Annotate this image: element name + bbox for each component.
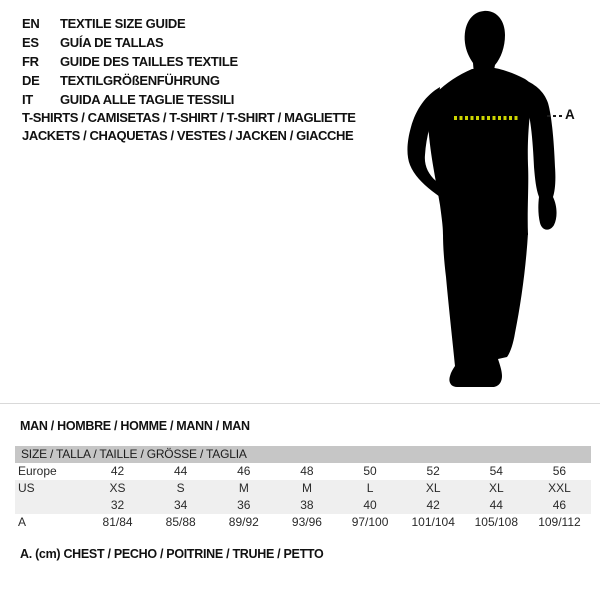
language-code: IT: [22, 92, 33, 107]
row-label: A: [18, 515, 27, 529]
table-cell: S: [176, 481, 185, 495]
man-silhouette-svg: [398, 5, 570, 397]
language-row-fr: [22, 52, 238, 71]
table-cell: L: [366, 481, 374, 495]
table-cell: 48: [300, 464, 314, 478]
divider-line: [0, 403, 600, 404]
table-cell: 101/104: [411, 515, 455, 529]
language-label: TEXTILE SIZE GUIDE: [60, 16, 186, 31]
size-table-header: SIZE / TALLA / TAILLE / GRÖSSE / TAGLIA: [15, 446, 591, 463]
table-cell: XL: [425, 481, 441, 495]
language-row-de: [22, 71, 238, 90]
table-cell: 36: [237, 498, 251, 512]
table-row-europe: [15, 463, 591, 480]
table-cell: M: [238, 481, 249, 495]
category-line-tshirts: T-SHIRTS / CAMISETAS / T-SHIRT / T-SHIRT / MAGLIETTE: [22, 110, 356, 125]
language-title-list: [22, 14, 238, 109]
table-row-numeric: [15, 497, 591, 514]
row-label: [15, 497, 86, 514]
language-code: DE: [22, 73, 40, 88]
measure-a-label: A: [565, 107, 575, 122]
language-row-es: [22, 33, 238, 52]
silhouette-torso: [428, 68, 534, 235]
language-label: GUIDA ALLE TAGLIE TESSILI: [60, 92, 235, 107]
table-cell: 50: [363, 464, 377, 478]
language-label: TEXTILGRÖßENFÜHRUNG: [60, 73, 220, 88]
table-cell: 40: [363, 498, 377, 512]
table-cell: 109/112: [538, 515, 581, 529]
language-code: EN: [22, 16, 40, 31]
table-cell: 42: [110, 464, 125, 478]
table-cell: 42: [426, 498, 440, 512]
row-label: US: [18, 481, 35, 495]
silhouette-head: [465, 11, 505, 75]
table-cell: 46: [552, 498, 567, 512]
language-code: ES: [22, 35, 39, 50]
footnote-chest-legend: A. (cm) CHEST / PECHO / POITRINE / TRUHE / PETTO: [20, 547, 324, 561]
language-row-it: [22, 90, 238, 109]
table-cell: 97/100: [351, 515, 389, 529]
row-label: Europe: [18, 464, 57, 478]
language-row-en: [22, 14, 238, 33]
table-cell: 32: [110, 498, 125, 512]
table-cell: 38: [300, 498, 314, 512]
man-silhouette-figure: [398, 5, 570, 397]
table-cell: 85/88: [165, 515, 196, 529]
table-cell: 46: [237, 464, 251, 478]
table-cell: 93/96: [291, 515, 322, 529]
language-label: GUÍA DE TALLAS: [60, 35, 164, 50]
size-table: [15, 446, 591, 531]
table-cell: M: [301, 481, 312, 495]
table-cell: 81/84: [102, 515, 133, 529]
table-row-a-chest: [15, 514, 591, 531]
table-row-us: [15, 480, 591, 497]
table-cell: XXL: [548, 481, 571, 495]
table-cell: 44: [489, 498, 503, 512]
table-cell: 89/92: [228, 515, 259, 529]
language-code: FR: [22, 54, 39, 69]
language-label: GUIDE DES TAILLES TEXTILE: [60, 54, 238, 69]
silhouette-legs: [443, 233, 528, 387]
table-cell: XS: [109, 481, 126, 495]
section-title-man: MAN / HOMBRE / HOMME / MANN / MAN: [20, 419, 250, 433]
category-line-jackets: JACKETS / CHAQUETAS / VESTES / JACKEN / GIACCHE: [22, 128, 354, 143]
table-cell: 54: [489, 464, 503, 478]
table-cell: 105/108: [474, 515, 518, 529]
table-cell: XL: [488, 481, 504, 495]
table-cell: 52: [426, 464, 440, 478]
table-cell: 56: [552, 464, 567, 478]
table-cell: 34: [174, 498, 188, 512]
table-cell: 44: [174, 464, 188, 478]
